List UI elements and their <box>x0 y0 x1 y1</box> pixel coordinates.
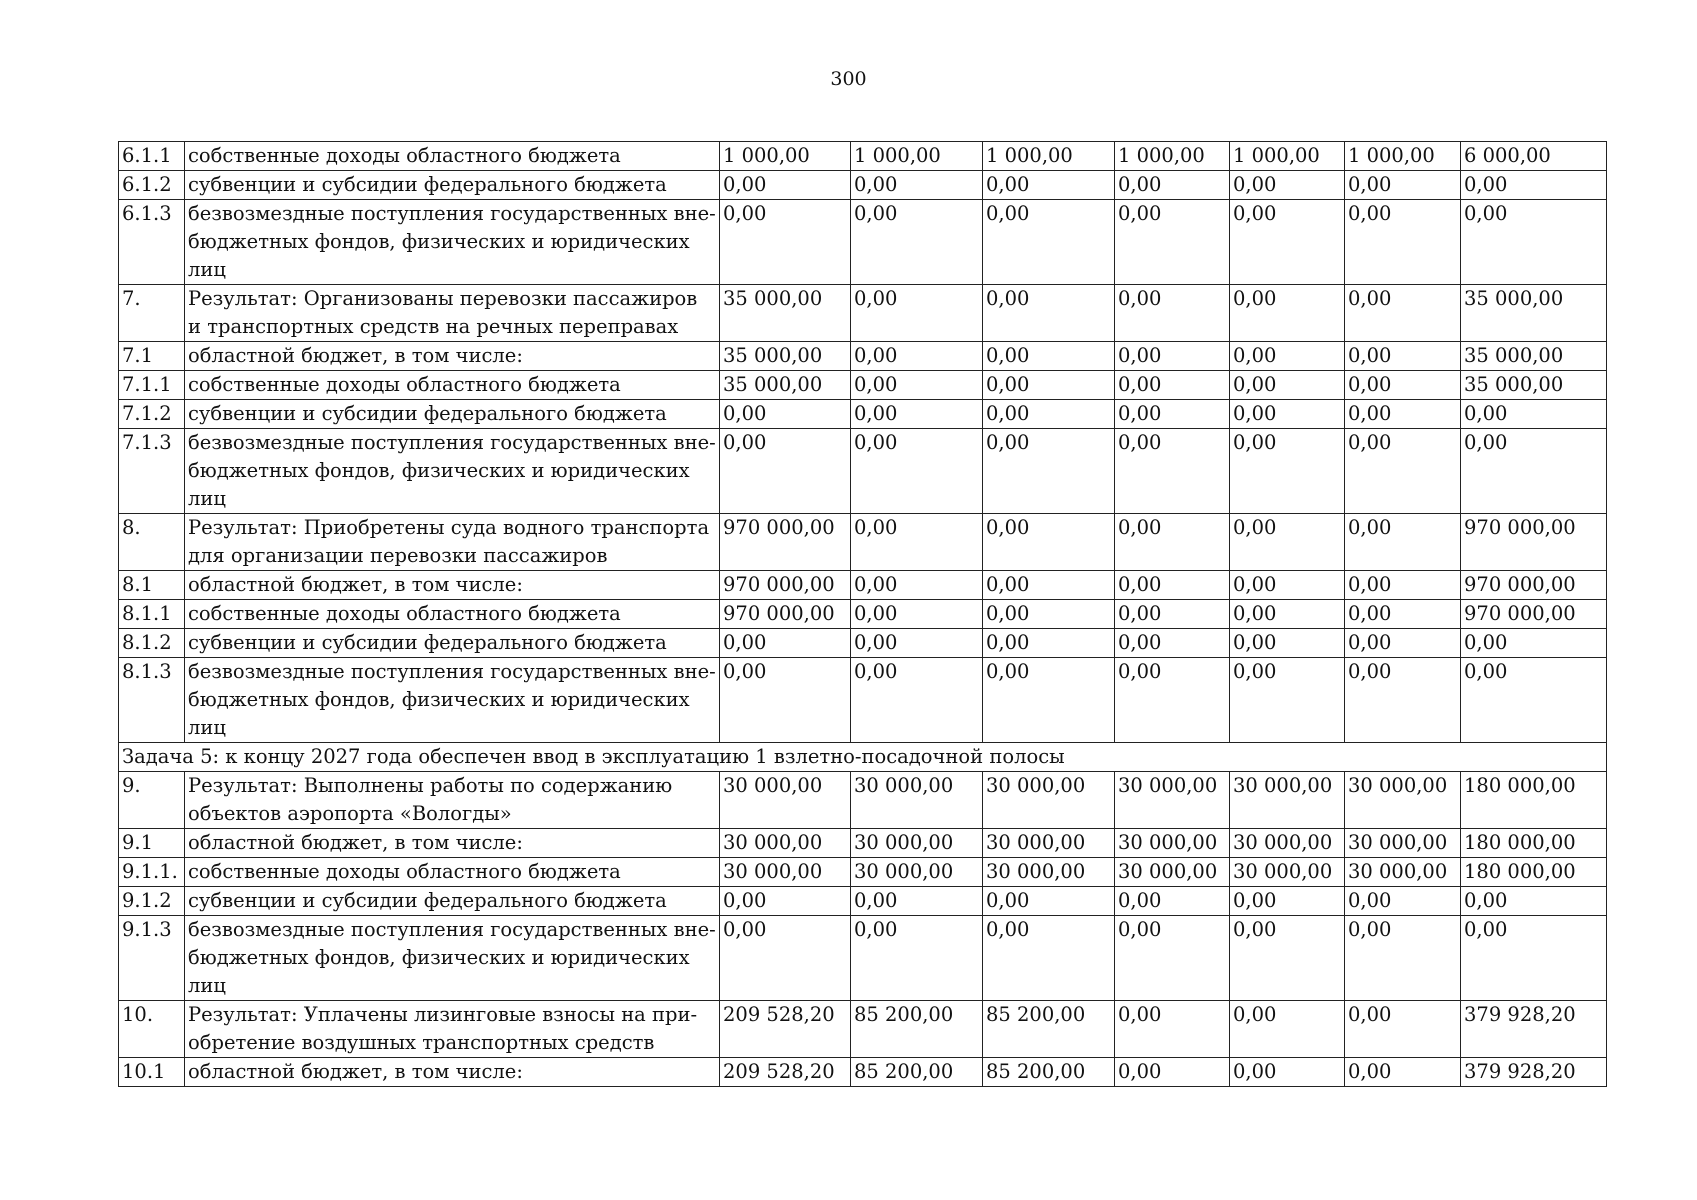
value-cell: 0,00 <box>1115 916 1230 1001</box>
value-cell: 0,00 <box>851 629 983 658</box>
value-cell: 0,00 <box>1345 887 1461 916</box>
table-row <box>119 285 1607 342</box>
value-cell: 0,00 <box>720 887 851 916</box>
value-cell: 0,00 <box>983 171 1115 200</box>
value-cell: 0,00 <box>983 342 1115 371</box>
table-row <box>119 429 1607 514</box>
value-cell: 0,00 <box>1230 171 1345 200</box>
page-number: 300 <box>830 68 867 90</box>
value-cell: 0,00 <box>1115 400 1230 429</box>
value-cell: 0,00 <box>1115 429 1230 514</box>
value-cell: 0,00 <box>983 285 1115 342</box>
value-cell: 0,00 <box>983 571 1115 600</box>
value-cell: 209 528,20 <box>720 1001 851 1058</box>
value-cell: 0,00 <box>720 400 851 429</box>
row-number-cell: 7.1.1 <box>119 371 185 400</box>
value-cell: 0,00 <box>1115 285 1230 342</box>
value-cell: 30 000,00 <box>1230 858 1345 887</box>
row-number-cell: 8.1.2 <box>119 629 185 658</box>
value-cell: 0,00 <box>1230 629 1345 658</box>
value-cell: 30 000,00 <box>1230 772 1345 829</box>
section-header-row <box>119 743 1607 772</box>
value-cell: 0,00 <box>983 600 1115 629</box>
value-cell: 0,00 <box>1345 200 1461 285</box>
value-cell: 1 000,00 <box>1345 142 1461 171</box>
value-cell: 0,00 <box>1461 887 1607 916</box>
table-row <box>119 171 1607 200</box>
value-cell: 0,00 <box>983 629 1115 658</box>
table-row <box>119 142 1607 171</box>
value-cell: 0,00 <box>1115 571 1230 600</box>
value-cell: 30 000,00 <box>1115 829 1230 858</box>
value-cell: 30 000,00 <box>720 858 851 887</box>
table-row <box>119 571 1607 600</box>
value-cell: 0,00 <box>1345 429 1461 514</box>
value-cell: 0,00 <box>1230 342 1345 371</box>
value-cell: 0,00 <box>1115 887 1230 916</box>
value-cell: 0,00 <box>1230 1001 1345 1058</box>
value-cell: 0,00 <box>1345 514 1461 571</box>
value-cell: 0,00 <box>1230 429 1345 514</box>
table-row <box>119 371 1607 400</box>
value-cell: 0,00 <box>1461 916 1607 1001</box>
value-cell: 30 000,00 <box>983 829 1115 858</box>
row-description-cell: субвенции и субсидии федерального бюджета <box>185 400 720 429</box>
row-description-cell: областной бюджет, в том числе: <box>185 342 720 371</box>
row-number-cell: 8.1.1 <box>119 600 185 629</box>
row-number-cell: 7.1.3 <box>119 429 185 514</box>
value-cell: 35 000,00 <box>1461 285 1607 342</box>
value-cell: 0,00 <box>720 429 851 514</box>
value-cell: 0,00 <box>1115 600 1230 629</box>
value-cell: 0,00 <box>851 571 983 600</box>
value-cell: 0,00 <box>1115 200 1230 285</box>
value-cell: 30 000,00 <box>983 772 1115 829</box>
value-cell: 0,00 <box>851 916 983 1001</box>
row-number-cell: 9.1 <box>119 829 185 858</box>
value-cell: 970 000,00 <box>1461 514 1607 571</box>
value-cell: 0,00 <box>1230 600 1345 629</box>
value-cell: 0,00 <box>983 514 1115 571</box>
row-number-cell: 6.1.3 <box>119 200 185 285</box>
value-cell: 0,00 <box>1230 571 1345 600</box>
table-row <box>119 858 1607 887</box>
value-cell: 0,00 <box>1230 887 1345 916</box>
value-cell: 0,00 <box>1115 1058 1230 1087</box>
value-cell: 0,00 <box>720 916 851 1001</box>
table-row <box>119 916 1607 1001</box>
value-cell: 0,00 <box>1461 629 1607 658</box>
value-cell: 0,00 <box>1115 658 1230 743</box>
value-cell: 0,00 <box>1230 285 1345 342</box>
value-cell: 85 200,00 <box>851 1058 983 1087</box>
value-cell: 30 000,00 <box>1115 772 1230 829</box>
row-description-cell: Результат: Приобретены суда водного транспорта для организации перевозки пассажиров <box>185 514 720 571</box>
value-cell: 0,00 <box>983 658 1115 743</box>
value-cell: 30 000,00 <box>720 772 851 829</box>
table-row <box>119 200 1607 285</box>
value-cell: 0,00 <box>1345 371 1461 400</box>
row-number-cell: 9.1.3 <box>119 916 185 1001</box>
row-number-cell: 9. <box>119 772 185 829</box>
value-cell: 30 000,00 <box>1345 772 1461 829</box>
value-cell: 180 000,00 <box>1461 858 1607 887</box>
row-description-cell: безвозмездные поступления государственных вне-бюджетных фондов, физических и юридических лиц <box>185 658 720 743</box>
row-number-cell: 8.1.3 <box>119 658 185 743</box>
row-number-cell: 6.1.2 <box>119 171 185 200</box>
value-cell: 0,00 <box>1461 171 1607 200</box>
table-row <box>119 772 1607 829</box>
value-cell: 30 000,00 <box>851 829 983 858</box>
value-cell: 0,00 <box>983 371 1115 400</box>
value-cell: 0,00 <box>720 629 851 658</box>
value-cell: 1 000,00 <box>1115 142 1230 171</box>
value-cell: 0,00 <box>1230 371 1345 400</box>
row-description-cell: субвенции и субсидии федерального бюджета <box>185 887 720 916</box>
value-cell: 0,00 <box>1115 342 1230 371</box>
row-number-cell: 10. <box>119 1001 185 1058</box>
value-cell: 209 528,20 <box>720 1058 851 1087</box>
value-cell: 35 000,00 <box>1461 371 1607 400</box>
value-cell: 0,00 <box>1345 600 1461 629</box>
row-description-cell: субвенции и субсидии федерального бюджета <box>185 171 720 200</box>
value-cell: 85 200,00 <box>983 1058 1115 1087</box>
value-cell: 0,00 <box>1345 1001 1461 1058</box>
section-header-text: Задача 5: к концу 2027 года обеспечен ввод в эксплуатацию 1 взлетно-посадочной полосы <box>119 743 1607 772</box>
value-cell: 0,00 <box>720 200 851 285</box>
row-description-cell: собственные доходы областного бюджета <box>185 600 720 629</box>
value-cell: 180 000,00 <box>1461 772 1607 829</box>
value-cell: 0,00 <box>1345 571 1461 600</box>
value-cell: 0,00 <box>1115 1001 1230 1058</box>
value-cell: 0,00 <box>983 916 1115 1001</box>
value-cell: 970 000,00 <box>720 600 851 629</box>
row-number-cell: 6.1.1 <box>119 142 185 171</box>
value-cell: 0,00 <box>851 200 983 285</box>
value-cell: 0,00 <box>983 200 1115 285</box>
table-row <box>119 514 1607 571</box>
value-cell: 0,00 <box>1115 171 1230 200</box>
value-cell: 1 000,00 <box>1230 142 1345 171</box>
value-cell: 85 200,00 <box>851 1001 983 1058</box>
row-description-cell: безвозмездные поступления государственных вне-бюджетных фондов, физических и юридических лиц <box>185 200 720 285</box>
value-cell: 970 000,00 <box>1461 600 1607 629</box>
value-cell: 0,00 <box>1345 658 1461 743</box>
value-cell: 0,00 <box>983 400 1115 429</box>
value-cell: 35 000,00 <box>720 285 851 342</box>
table-row <box>119 658 1607 743</box>
row-number-cell: 8.1 <box>119 571 185 600</box>
value-cell: 180 000,00 <box>1461 829 1607 858</box>
table-row <box>119 887 1607 916</box>
value-cell: 30 000,00 <box>983 858 1115 887</box>
row-number-cell: 7.1 <box>119 342 185 371</box>
value-cell: 0,00 <box>1230 400 1345 429</box>
value-cell: 0,00 <box>1461 200 1607 285</box>
value-cell: 970 000,00 <box>720 514 851 571</box>
value-cell: 0,00 <box>851 887 983 916</box>
row-description-cell: областной бюджет, в том числе: <box>185 1058 720 1087</box>
table-row <box>119 400 1607 429</box>
value-cell: 0,00 <box>851 400 983 429</box>
row-description-cell: Результат: Выполнены работы по содержанию объектов аэропорта «Вологды» <box>185 772 720 829</box>
row-description-cell: областной бюджет, в том числе: <box>185 829 720 858</box>
value-cell: 0,00 <box>851 371 983 400</box>
value-cell: 0,00 <box>851 429 983 514</box>
table-row <box>119 342 1607 371</box>
row-description-cell: субвенции и субсидии федерального бюджета <box>185 629 720 658</box>
value-cell: 0,00 <box>1345 1058 1461 1087</box>
value-cell: 30 000,00 <box>720 829 851 858</box>
value-cell: 0,00 <box>851 285 983 342</box>
value-cell: 0,00 <box>1461 400 1607 429</box>
value-cell: 0,00 <box>1115 371 1230 400</box>
row-description-cell: безвозмездные поступления государственных вне-бюджетных фондов, физических и юридических лиц <box>185 916 720 1001</box>
value-cell: 0,00 <box>1230 514 1345 571</box>
value-cell: 0,00 <box>1345 629 1461 658</box>
row-number-cell: 10.1 <box>119 1058 185 1087</box>
value-cell: 970 000,00 <box>720 571 851 600</box>
row-description-cell: безвозмездные поступления государственных вне-бюджетных фондов, физических и юридических лиц <box>185 429 720 514</box>
row-description-cell: собственные доходы областного бюджета <box>185 142 720 171</box>
value-cell: 0,00 <box>1115 629 1230 658</box>
value-cell: 0,00 <box>720 658 851 743</box>
value-cell: 30 000,00 <box>1345 858 1461 887</box>
value-cell: 970 000,00 <box>1461 571 1607 600</box>
row-number-cell: 9.1.1. <box>119 858 185 887</box>
value-cell: 379 928,20 <box>1461 1001 1607 1058</box>
value-cell: 35 000,00 <box>720 342 851 371</box>
value-cell: 0,00 <box>1230 200 1345 285</box>
value-cell: 0,00 <box>1345 400 1461 429</box>
value-cell: 0,00 <box>1230 916 1345 1001</box>
table-row <box>119 629 1607 658</box>
row-number-cell: 9.1.2 <box>119 887 185 916</box>
value-cell: 0,00 <box>851 514 983 571</box>
value-cell: 0,00 <box>851 658 983 743</box>
value-cell: 30 000,00 <box>851 772 983 829</box>
table-row <box>119 1058 1607 1087</box>
row-number-cell: 7.1.2 <box>119 400 185 429</box>
value-cell: 0,00 <box>1115 514 1230 571</box>
row-description-cell: областной бюджет, в том числе: <box>185 571 720 600</box>
value-cell: 0,00 <box>983 429 1115 514</box>
value-cell: 0,00 <box>1345 285 1461 342</box>
value-cell: 0,00 <box>851 600 983 629</box>
value-cell: 0,00 <box>1345 171 1461 200</box>
value-cell: 0,00 <box>1461 658 1607 743</box>
row-description-cell: собственные доходы областного бюджета <box>185 371 720 400</box>
row-description-cell: Результат: Уплачены лизинговые взносы на при-обретение воздушных транспортных средств <box>185 1001 720 1058</box>
value-cell: 30 000,00 <box>1345 829 1461 858</box>
table-row <box>119 600 1607 629</box>
value-cell: 0,00 <box>983 887 1115 916</box>
value-cell: 1 000,00 <box>983 142 1115 171</box>
value-cell: 0,00 <box>1461 429 1607 514</box>
row-description-cell: собственные доходы областного бюджета <box>185 858 720 887</box>
value-cell: 85 200,00 <box>983 1001 1115 1058</box>
value-cell: 0,00 <box>851 171 983 200</box>
value-cell: 0,00 <box>1230 658 1345 743</box>
value-cell: 1 000,00 <box>720 142 851 171</box>
row-number-cell: 7. <box>119 285 185 342</box>
value-cell: 1 000,00 <box>851 142 983 171</box>
row-number-cell: 8. <box>119 514 185 571</box>
value-cell: 30 000,00 <box>851 858 983 887</box>
budget-table <box>118 141 1607 1087</box>
value-cell: 0,00 <box>851 342 983 371</box>
budget-table-body <box>119 142 1607 1087</box>
value-cell: 30 000,00 <box>1230 829 1345 858</box>
value-cell: 0,00 <box>1230 1058 1345 1087</box>
value-cell: 30 000,00 <box>1115 858 1230 887</box>
value-cell: 0,00 <box>720 171 851 200</box>
value-cell: 35 000,00 <box>720 371 851 400</box>
value-cell: 0,00 <box>1345 916 1461 1001</box>
value-cell: 0,00 <box>1345 342 1461 371</box>
table-row <box>119 829 1607 858</box>
table-row <box>119 1001 1607 1058</box>
row-description-cell: Результат: Организованы перевозки пассажиров и транспортных средств на речных переправах <box>185 285 720 342</box>
value-cell: 6 000,00 <box>1461 142 1607 171</box>
value-cell: 35 000,00 <box>1461 342 1607 371</box>
value-cell: 379 928,20 <box>1461 1058 1607 1087</box>
